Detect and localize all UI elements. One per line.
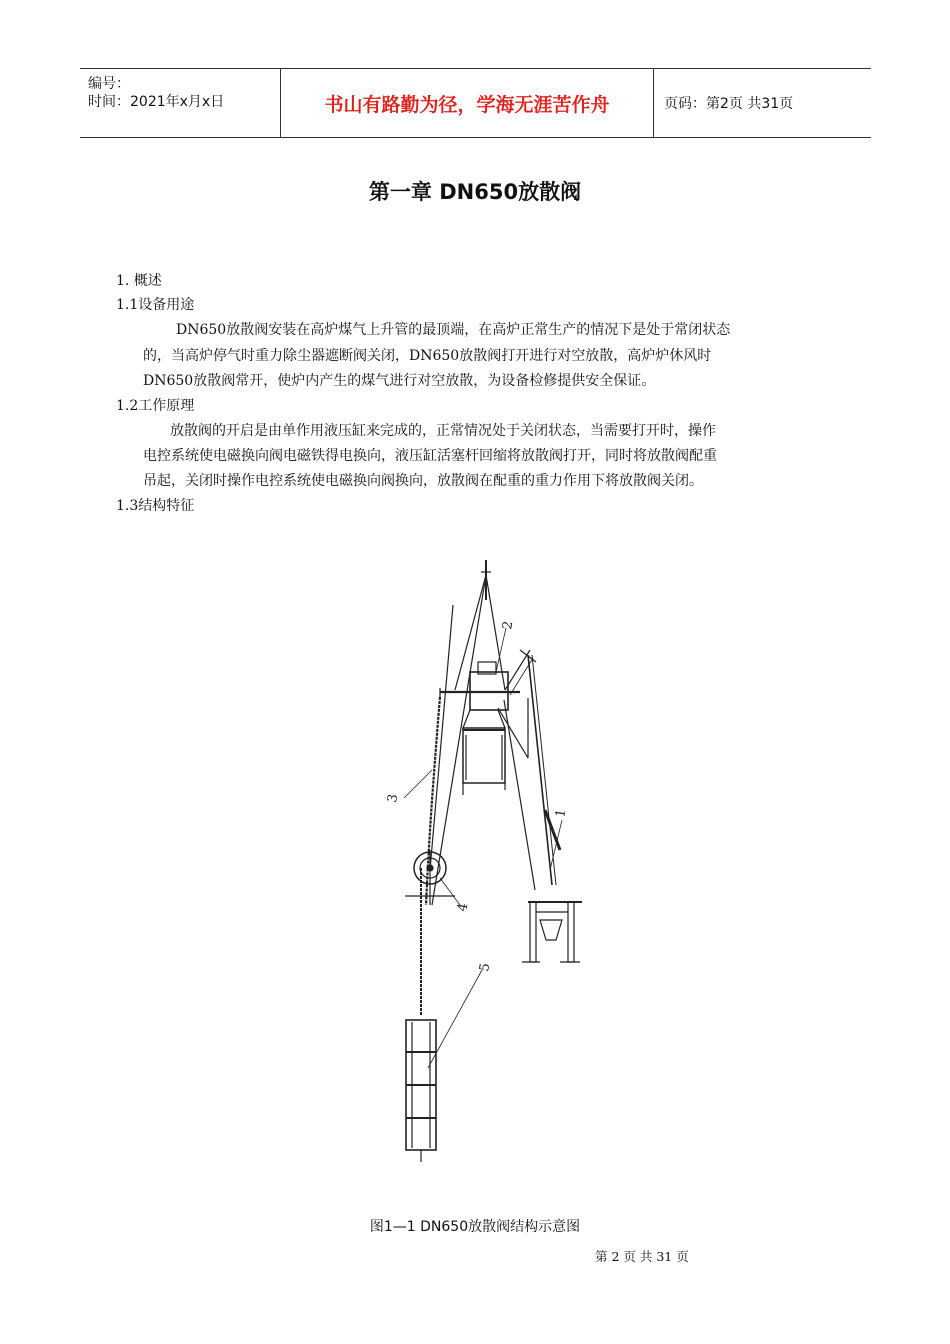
date-label: 时间：2021年x月x日 [88,94,225,110]
paragraph-line: 的，当高炉停气时重力除尘器遮断阀关闭，DN650放散阀打开进行对空放散，高炉炉休风时 [143,348,712,364]
part-label-1: 1 [553,807,570,819]
figure-caption: 图1—1 DN650放散阀结构示意图 [369,1219,581,1235]
part-label-5: 5 [477,961,494,973]
part-label-4: 4 [455,901,472,913]
paragraph-line: DN650放散阀常开，使炉内产生的煤气进行对空放散，为设备检修提供安全保证。 [143,373,656,389]
page-footer: 第 2 页 共 31 页 [595,1249,689,1264]
section-1-heading: 1. 概述 [116,273,162,289]
section-1-1-heading: 1.1设备用途 [116,297,195,313]
section-1-2-heading: 1.2工作原理 [116,398,195,414]
header-motto: 书山有路勤为径，学海无涯苦作舟 [281,69,654,137]
part-label-3: 3 [385,792,402,804]
section-1-3-heading: 1.3结构特征 [116,498,195,514]
page-count-label: 页码：第2页 共31页 [664,96,794,112]
paragraph-line: 电控系统使电磁换向阀电磁铁得电换向，液压缸活塞杆回缩将放散阀打开，同时将放散阀配重 [143,448,717,464]
document-number-label: 编号： [88,76,130,92]
paragraph-line: DN650放散阀安装在高炉煤气上升管的最顶端，在高炉正常生产的情况下是处于常闭状态 [176,322,731,338]
chapter-title: 第一章 DN650放散阀 [368,180,582,204]
paragraph-line: 吊起，关闭时操作电控系统使电磁换向阀换向，放散阀在配重的重力作用下将放散阀关闭。 [143,473,703,489]
paragraph-line: 放散阀的开启是由单作用液压缸来完成的，正常情况处于关闭状态，当需要打开时，操作 [170,423,716,439]
part-label-2: 2 [500,619,517,631]
